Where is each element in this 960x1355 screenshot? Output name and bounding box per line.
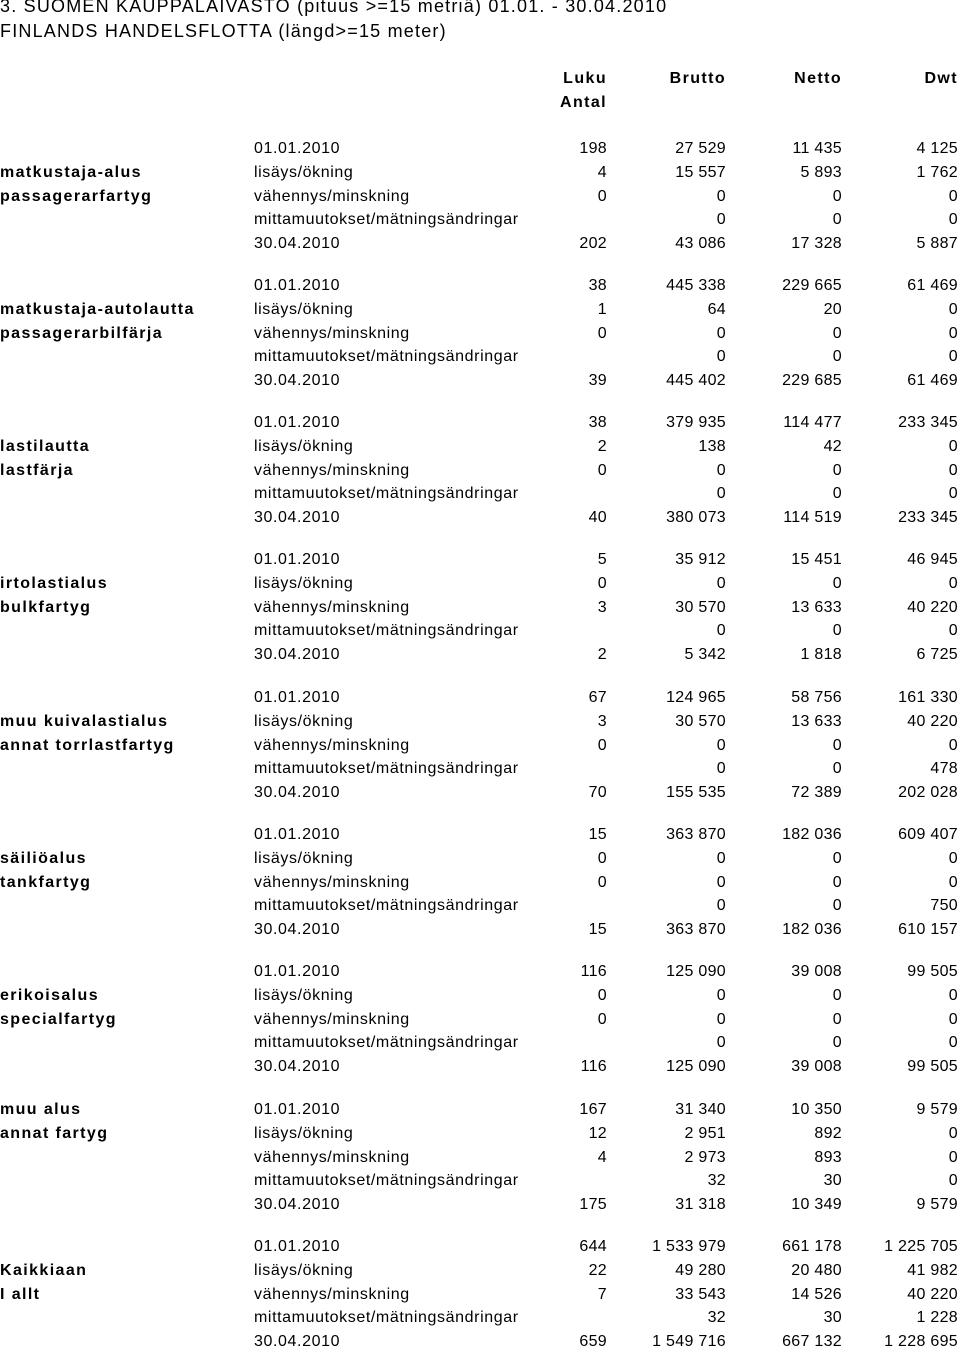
table-row bbox=[0, 140, 960, 162]
cell-luku: 644 bbox=[579, 1238, 607, 1255]
cell-dwt: 478 bbox=[930, 760, 958, 778]
cell-brutto: 30 570 bbox=[675, 598, 726, 616]
cell-dwt: 0 bbox=[948, 574, 958, 592]
cell-luku: 4 bbox=[597, 1148, 607, 1166]
report-title-sv: FINLANDS HANDELSFLOTTA (längd>=15 meter) bbox=[0, 21, 447, 41]
table-row bbox=[0, 164, 960, 186]
cell-luku: 198 bbox=[579, 140, 607, 157]
table-row bbox=[0, 760, 960, 782]
cell-luku: 0 bbox=[597, 873, 607, 891]
cell-dwt: 99 505 bbox=[907, 1058, 958, 1076]
cell-dwt: 0 bbox=[948, 187, 958, 205]
row-label: 01.01.2010 bbox=[254, 551, 341, 568]
row-label: 01.01.2010 bbox=[254, 140, 341, 157]
table-row bbox=[0, 1125, 960, 1147]
cell-brutto: 363 870 bbox=[666, 921, 726, 939]
cell-brutto: 0 bbox=[716, 574, 726, 592]
cell-brutto: 1 533 979 bbox=[652, 1238, 726, 1255]
table-row bbox=[0, 235, 960, 257]
cell-brutto: 31 318 bbox=[675, 1196, 726, 1214]
table-row bbox=[0, 1238, 960, 1260]
row-label: vähennys/minskning bbox=[254, 598, 410, 616]
cell-netto: 17 328 bbox=[791, 235, 842, 253]
cell-netto: 229 685 bbox=[782, 372, 842, 390]
cell-dwt: 6 725 bbox=[916, 646, 958, 664]
row-label: mittamuutokset/mätningsändringar bbox=[254, 897, 519, 915]
row-label: mittamuutokset/mätningsändringar bbox=[254, 211, 519, 229]
table-row bbox=[0, 784, 960, 806]
cell-luku: 0 bbox=[597, 574, 607, 592]
row-label: vähennys/minskning bbox=[254, 1285, 410, 1303]
cell-netto: 0 bbox=[832, 897, 842, 915]
cell-brutto: 0 bbox=[716, 622, 726, 640]
table-row bbox=[0, 622, 960, 644]
cell-brutto: 32 bbox=[707, 1172, 726, 1190]
table-row bbox=[0, 1309, 960, 1331]
category-label-fi: muu alus bbox=[0, 1101, 82, 1118]
cell-netto: 0 bbox=[832, 485, 842, 503]
category-label-fi: matkustaja-autolautta bbox=[0, 300, 195, 318]
cell-netto: 892 bbox=[814, 1124, 842, 1142]
row-label: mittamuutokset/mätningsändringar bbox=[254, 760, 519, 778]
cell-brutto: 125 090 bbox=[666, 963, 726, 980]
cell-dwt: 99 505 bbox=[907, 963, 958, 980]
row-label: 30.04.2010 bbox=[254, 1333, 341, 1351]
cell-netto: 0 bbox=[832, 1034, 842, 1052]
category-label-sv: lastfärja bbox=[0, 461, 74, 479]
cell-brutto: 2 951 bbox=[684, 1124, 726, 1142]
cell-brutto: 380 073 bbox=[666, 509, 726, 527]
cell-luku: 38 bbox=[588, 414, 607, 431]
table-row bbox=[0, 1262, 960, 1284]
cell-brutto: 0 bbox=[716, 986, 726, 1004]
row-label: lisäys/ökning bbox=[254, 1124, 354, 1142]
cell-netto: 0 bbox=[832, 849, 842, 867]
table-row bbox=[0, 1286, 960, 1308]
cell-dwt: 0 bbox=[948, 986, 958, 1004]
cell-luku: 0 bbox=[597, 1010, 607, 1028]
cell-luku: 22 bbox=[588, 1261, 607, 1279]
table-row bbox=[0, 575, 960, 597]
cell-luku: 4 bbox=[597, 163, 607, 181]
table-row bbox=[0, 1333, 960, 1355]
category-label-sv: passagerarbilfärja bbox=[0, 324, 164, 342]
table-row bbox=[0, 438, 960, 460]
row-label: 01.01.2010 bbox=[254, 414, 341, 431]
cell-netto: 229 665 bbox=[782, 277, 842, 294]
table-row bbox=[0, 826, 960, 848]
row-label: lisäys/ökning bbox=[254, 163, 354, 181]
row-label: 01.01.2010 bbox=[254, 277, 341, 294]
cell-netto: 13 633 bbox=[791, 712, 842, 730]
cell-netto: 13 633 bbox=[791, 598, 842, 616]
cell-dwt: 1 225 705 bbox=[884, 1238, 958, 1255]
table-row bbox=[0, 987, 960, 1009]
cell-dwt: 61 469 bbox=[907, 372, 958, 390]
cell-brutto: 0 bbox=[716, 849, 726, 867]
cell-dwt: 9 579 bbox=[916, 1101, 958, 1118]
category-label-fi: irtolastialus bbox=[0, 574, 109, 592]
cell-dwt: 0 bbox=[948, 873, 958, 891]
row-label: lisäys/ökning bbox=[254, 712, 354, 730]
row-label: vähennys/minskning bbox=[254, 1010, 410, 1028]
row-label: 30.04.2010 bbox=[254, 372, 341, 390]
table-row bbox=[0, 509, 960, 531]
cell-brutto: 49 280 bbox=[675, 1261, 726, 1279]
table-row bbox=[0, 1011, 960, 1033]
cell-brutto: 43 086 bbox=[675, 235, 726, 253]
cell-netto: 0 bbox=[832, 348, 842, 366]
cell-netto: 30 bbox=[823, 1172, 842, 1190]
cell-dwt: 4 125 bbox=[916, 140, 958, 157]
cell-luku: 15 bbox=[588, 921, 607, 939]
cell-netto: 0 bbox=[832, 760, 842, 778]
cell-luku: 659 bbox=[579, 1333, 607, 1351]
cell-brutto: 15 557 bbox=[675, 163, 726, 181]
cell-luku: 116 bbox=[580, 963, 607, 980]
category-label-sv: tankfartyg bbox=[0, 873, 92, 891]
column-header-dwt: Dwt bbox=[924, 70, 958, 87]
cell-dwt: 610 157 bbox=[898, 921, 958, 939]
cell-brutto: 0 bbox=[716, 736, 726, 754]
cell-luku: 3 bbox=[597, 598, 607, 616]
cell-luku: 0 bbox=[597, 324, 607, 342]
cell-dwt: 40 220 bbox=[907, 598, 958, 616]
cell-netto: 15 451 bbox=[791, 551, 842, 568]
cell-netto: 20 bbox=[823, 300, 842, 318]
cell-netto: 39 008 bbox=[791, 1058, 842, 1076]
cell-netto: 0 bbox=[832, 211, 842, 229]
cell-netto: 114 519 bbox=[783, 509, 842, 527]
cell-brutto: 27 529 bbox=[675, 140, 726, 157]
table-row bbox=[0, 646, 960, 668]
row-label: mittamuutokset/mätningsändringar bbox=[254, 485, 519, 503]
cell-dwt: 5 887 bbox=[916, 235, 958, 253]
cell-dwt: 1 228 bbox=[916, 1309, 958, 1327]
category-label-sv: annat fartyg bbox=[0, 1124, 109, 1142]
cell-brutto: 0 bbox=[716, 324, 726, 342]
category-label-sv: passagerarfartyg bbox=[0, 187, 153, 205]
row-label: vähennys/minskning bbox=[254, 873, 410, 891]
cell-dwt: 0 bbox=[948, 1148, 958, 1166]
row-label: 01.01.2010 bbox=[254, 826, 341, 843]
cell-netto: 114 477 bbox=[783, 414, 842, 431]
cell-netto: 0 bbox=[832, 986, 842, 1004]
row-label: vähennys/minskning bbox=[254, 461, 410, 479]
cell-dwt: 0 bbox=[948, 485, 958, 503]
cell-netto: 0 bbox=[832, 324, 842, 342]
table-row bbox=[0, 414, 960, 436]
cell-brutto: 30 570 bbox=[675, 712, 726, 730]
cell-dwt: 0 bbox=[948, 461, 958, 479]
table-row bbox=[0, 372, 960, 394]
cell-dwt: 0 bbox=[948, 849, 958, 867]
row-label: 30.04.2010 bbox=[254, 1196, 341, 1214]
row-label: lisäys/ökning bbox=[254, 1261, 354, 1279]
cell-brutto: 31 340 bbox=[675, 1101, 726, 1118]
cell-netto: 661 178 bbox=[782, 1238, 842, 1255]
row-label: vähennys/minskning bbox=[254, 324, 410, 342]
cell-brutto: 0 bbox=[716, 897, 726, 915]
row-label: mittamuutokset/mätningsändringar bbox=[254, 1309, 519, 1327]
cell-dwt: 609 407 bbox=[898, 826, 958, 843]
report-title-fi: 3. SUOMEN KAUPPALAIVASTO (pituus >=15 metriä) 01.01. - 30.04.2010 bbox=[0, 0, 668, 16]
cell-netto: 182 036 bbox=[782, 826, 842, 843]
row-label: lisäys/ökning bbox=[254, 849, 354, 867]
column-header-antal: Antal bbox=[560, 94, 607, 111]
cell-dwt: 0 bbox=[948, 1010, 958, 1028]
cell-netto: 30 bbox=[823, 1309, 842, 1327]
table-row bbox=[0, 850, 960, 872]
cell-luku: 67 bbox=[588, 689, 607, 706]
cell-netto: 39 008 bbox=[791, 963, 842, 980]
cell-dwt: 40 220 bbox=[907, 712, 958, 730]
cell-netto: 0 bbox=[832, 736, 842, 754]
row-label: 30.04.2010 bbox=[254, 784, 341, 802]
cell-netto: 0 bbox=[832, 622, 842, 640]
cell-dwt: 0 bbox=[948, 437, 958, 455]
table-row bbox=[0, 1196, 960, 1218]
row-label: 30.04.2010 bbox=[254, 235, 341, 253]
cell-brutto: 379 935 bbox=[666, 414, 726, 431]
table-row bbox=[0, 277, 960, 299]
cell-netto: 667 132 bbox=[782, 1333, 842, 1351]
cell-netto: 1 818 bbox=[800, 646, 842, 664]
cell-brutto: 363 870 bbox=[666, 826, 726, 843]
cell-dwt: 0 bbox=[948, 324, 958, 342]
cell-netto: 182 036 bbox=[782, 921, 842, 939]
column-header-brutto: Brutto bbox=[669, 70, 726, 87]
cell-dwt: 1 228 695 bbox=[884, 1333, 958, 1351]
cell-netto: 11 435 bbox=[792, 140, 842, 157]
table-row bbox=[0, 1172, 960, 1194]
cell-luku: 175 bbox=[579, 1196, 607, 1214]
category-label-sv: bulkfartyg bbox=[0, 598, 92, 616]
cell-luku: 3 bbox=[597, 712, 607, 730]
row-label: 01.01.2010 bbox=[254, 1101, 341, 1118]
row-label: 30.04.2010 bbox=[254, 646, 341, 664]
table-row bbox=[0, 599, 960, 621]
category-label-fi: muu kuivalastialus bbox=[0, 712, 169, 730]
category-label-fi: säiliöalus bbox=[0, 849, 87, 867]
cell-luku: 15 bbox=[588, 826, 607, 843]
table-row bbox=[0, 301, 960, 323]
row-label: mittamuutokset/mätningsändringar bbox=[254, 348, 519, 366]
cell-luku: 70 bbox=[588, 784, 607, 802]
cell-luku: 38 bbox=[588, 277, 607, 294]
cell-brutto: 0 bbox=[716, 760, 726, 778]
table-row bbox=[0, 963, 960, 985]
cell-dwt: 0 bbox=[948, 348, 958, 366]
cell-netto: 0 bbox=[832, 574, 842, 592]
cell-luku: 2 bbox=[597, 437, 607, 455]
cell-luku: 39 bbox=[588, 372, 607, 390]
cell-dwt: 9 579 bbox=[916, 1196, 958, 1214]
cell-brutto: 0 bbox=[716, 187, 726, 205]
cell-netto: 0 bbox=[832, 873, 842, 891]
cell-netto: 10 349 bbox=[791, 1196, 842, 1214]
cell-netto: 72 389 bbox=[791, 784, 842, 802]
table-row bbox=[0, 1149, 960, 1171]
cell-dwt: 233 345 bbox=[898, 414, 958, 431]
row-label: 30.04.2010 bbox=[254, 921, 341, 939]
cell-luku: 1 bbox=[597, 300, 607, 318]
cell-brutto: 35 912 bbox=[675, 551, 726, 568]
cell-brutto: 2 973 bbox=[684, 1148, 726, 1166]
cell-brutto: 0 bbox=[716, 1010, 726, 1028]
table-row bbox=[0, 1034, 960, 1056]
cell-brutto: 138 bbox=[698, 437, 726, 455]
row-label: 30.04.2010 bbox=[254, 509, 341, 527]
cell-netto: 0 bbox=[832, 461, 842, 479]
cell-brutto: 445 402 bbox=[666, 372, 726, 390]
cell-luku: 0 bbox=[597, 187, 607, 205]
cell-netto: 42 bbox=[823, 437, 842, 455]
cell-netto: 5 893 bbox=[800, 163, 842, 181]
row-label: lisäys/ökning bbox=[254, 437, 354, 455]
table-row bbox=[0, 348, 960, 370]
cell-dwt: 1 762 bbox=[916, 163, 958, 181]
cell-dwt: 46 945 bbox=[907, 551, 958, 568]
row-label: mittamuutokset/mätningsändringar bbox=[254, 1172, 519, 1190]
cell-brutto: 32 bbox=[707, 1309, 726, 1327]
cell-brutto: 445 338 bbox=[666, 277, 726, 294]
table-row bbox=[0, 689, 960, 711]
cell-brutto: 0 bbox=[716, 461, 726, 479]
row-label: 01.01.2010 bbox=[254, 963, 341, 980]
cell-netto: 0 bbox=[832, 1010, 842, 1028]
cell-brutto: 0 bbox=[716, 873, 726, 891]
table-row bbox=[0, 188, 960, 210]
table-row bbox=[0, 325, 960, 347]
cell-luku: 0 bbox=[597, 849, 607, 867]
row-label: 01.01.2010 bbox=[254, 689, 341, 706]
row-label: vähennys/minskning bbox=[254, 1148, 410, 1166]
cell-netto: 14 526 bbox=[791, 1285, 842, 1303]
cell-brutto: 125 090 bbox=[666, 1058, 726, 1076]
cell-dwt: 0 bbox=[948, 736, 958, 754]
table-row bbox=[0, 737, 960, 759]
cell-dwt: 40 220 bbox=[907, 1285, 958, 1303]
table-row bbox=[0, 874, 960, 896]
table-row bbox=[0, 1101, 960, 1123]
table-row bbox=[0, 897, 960, 919]
cell-luku: 116 bbox=[580, 1058, 607, 1076]
category-label-sv: annat torrlastfartyg bbox=[0, 736, 175, 754]
category-label-fi: erikoisalus bbox=[0, 986, 100, 1004]
category-label-fi: matkustaja-alus bbox=[0, 163, 142, 181]
cell-brutto: 64 bbox=[707, 300, 726, 318]
cell-dwt: 0 bbox=[948, 300, 958, 318]
cell-dwt: 41 982 bbox=[907, 1261, 958, 1279]
cell-luku: 7 bbox=[597, 1285, 607, 1303]
table-row bbox=[0, 921, 960, 943]
cell-luku: 2 bbox=[597, 646, 607, 664]
category-label-fi: lastilautta bbox=[0, 437, 91, 455]
cell-dwt: 0 bbox=[948, 211, 958, 229]
row-label: vähennys/minskning bbox=[254, 736, 410, 754]
table-row bbox=[0, 1058, 960, 1080]
table-row bbox=[0, 485, 960, 507]
row-label: lisäys/ökning bbox=[254, 574, 354, 592]
cell-netto: 10 350 bbox=[791, 1101, 842, 1118]
cell-dwt: 61 469 bbox=[907, 277, 958, 294]
row-label: 30.04.2010 bbox=[254, 1058, 341, 1076]
row-label: mittamuutokset/mätningsändringar bbox=[254, 1034, 519, 1052]
table-row bbox=[0, 551, 960, 573]
category-label-sv: specialfartyg bbox=[0, 1010, 117, 1028]
cell-luku: 12 bbox=[588, 1124, 607, 1142]
row-label: vähennys/minskning bbox=[254, 187, 410, 205]
category-label-fi: Kaikkiaan bbox=[0, 1261, 88, 1279]
cell-brutto: 0 bbox=[716, 211, 726, 229]
cell-dwt: 0 bbox=[948, 622, 958, 640]
cell-dwt: 233 345 bbox=[898, 509, 958, 527]
row-label: 01.01.2010 bbox=[254, 1238, 341, 1255]
cell-dwt: 161 330 bbox=[898, 689, 958, 706]
cell-luku: 0 bbox=[597, 461, 607, 479]
cell-netto: 0 bbox=[832, 187, 842, 205]
cell-luku: 0 bbox=[597, 986, 607, 1004]
cell-brutto: 33 543 bbox=[675, 1285, 726, 1303]
cell-brutto: 155 535 bbox=[666, 784, 726, 802]
cell-brutto: 0 bbox=[716, 485, 726, 503]
cell-dwt: 0 bbox=[948, 1034, 958, 1052]
cell-dwt: 750 bbox=[930, 897, 958, 915]
table-row bbox=[0, 211, 960, 233]
table-row bbox=[0, 462, 960, 484]
cell-netto: 893 bbox=[814, 1148, 842, 1166]
cell-netto: 58 756 bbox=[791, 689, 842, 706]
cell-luku: 5 bbox=[597, 551, 607, 568]
table-row bbox=[0, 713, 960, 735]
cell-dwt: 202 028 bbox=[898, 784, 958, 802]
category-label-sv: I allt bbox=[0, 1285, 41, 1303]
cell-brutto: 0 bbox=[716, 348, 726, 366]
row-label: lisäys/ökning bbox=[254, 986, 354, 1004]
cell-luku: 0 bbox=[597, 736, 607, 754]
cell-brutto: 0 bbox=[716, 1034, 726, 1052]
column-header-luku: Luku bbox=[563, 70, 607, 87]
cell-brutto: 5 342 bbox=[684, 646, 726, 664]
cell-brutto: 1 549 716 bbox=[652, 1333, 726, 1351]
row-label: mittamuutokset/mätningsändringar bbox=[254, 622, 519, 640]
cell-netto: 20 480 bbox=[791, 1261, 842, 1279]
cell-dwt: 0 bbox=[948, 1124, 958, 1142]
cell-luku: 40 bbox=[588, 509, 607, 527]
cell-dwt: 0 bbox=[948, 1172, 958, 1190]
cell-luku: 167 bbox=[579, 1101, 607, 1118]
row-label: lisäys/ökning bbox=[254, 300, 354, 318]
column-header-netto: Netto bbox=[794, 70, 842, 87]
cell-brutto: 124 965 bbox=[666, 689, 726, 706]
cell-luku: 202 bbox=[579, 235, 607, 253]
